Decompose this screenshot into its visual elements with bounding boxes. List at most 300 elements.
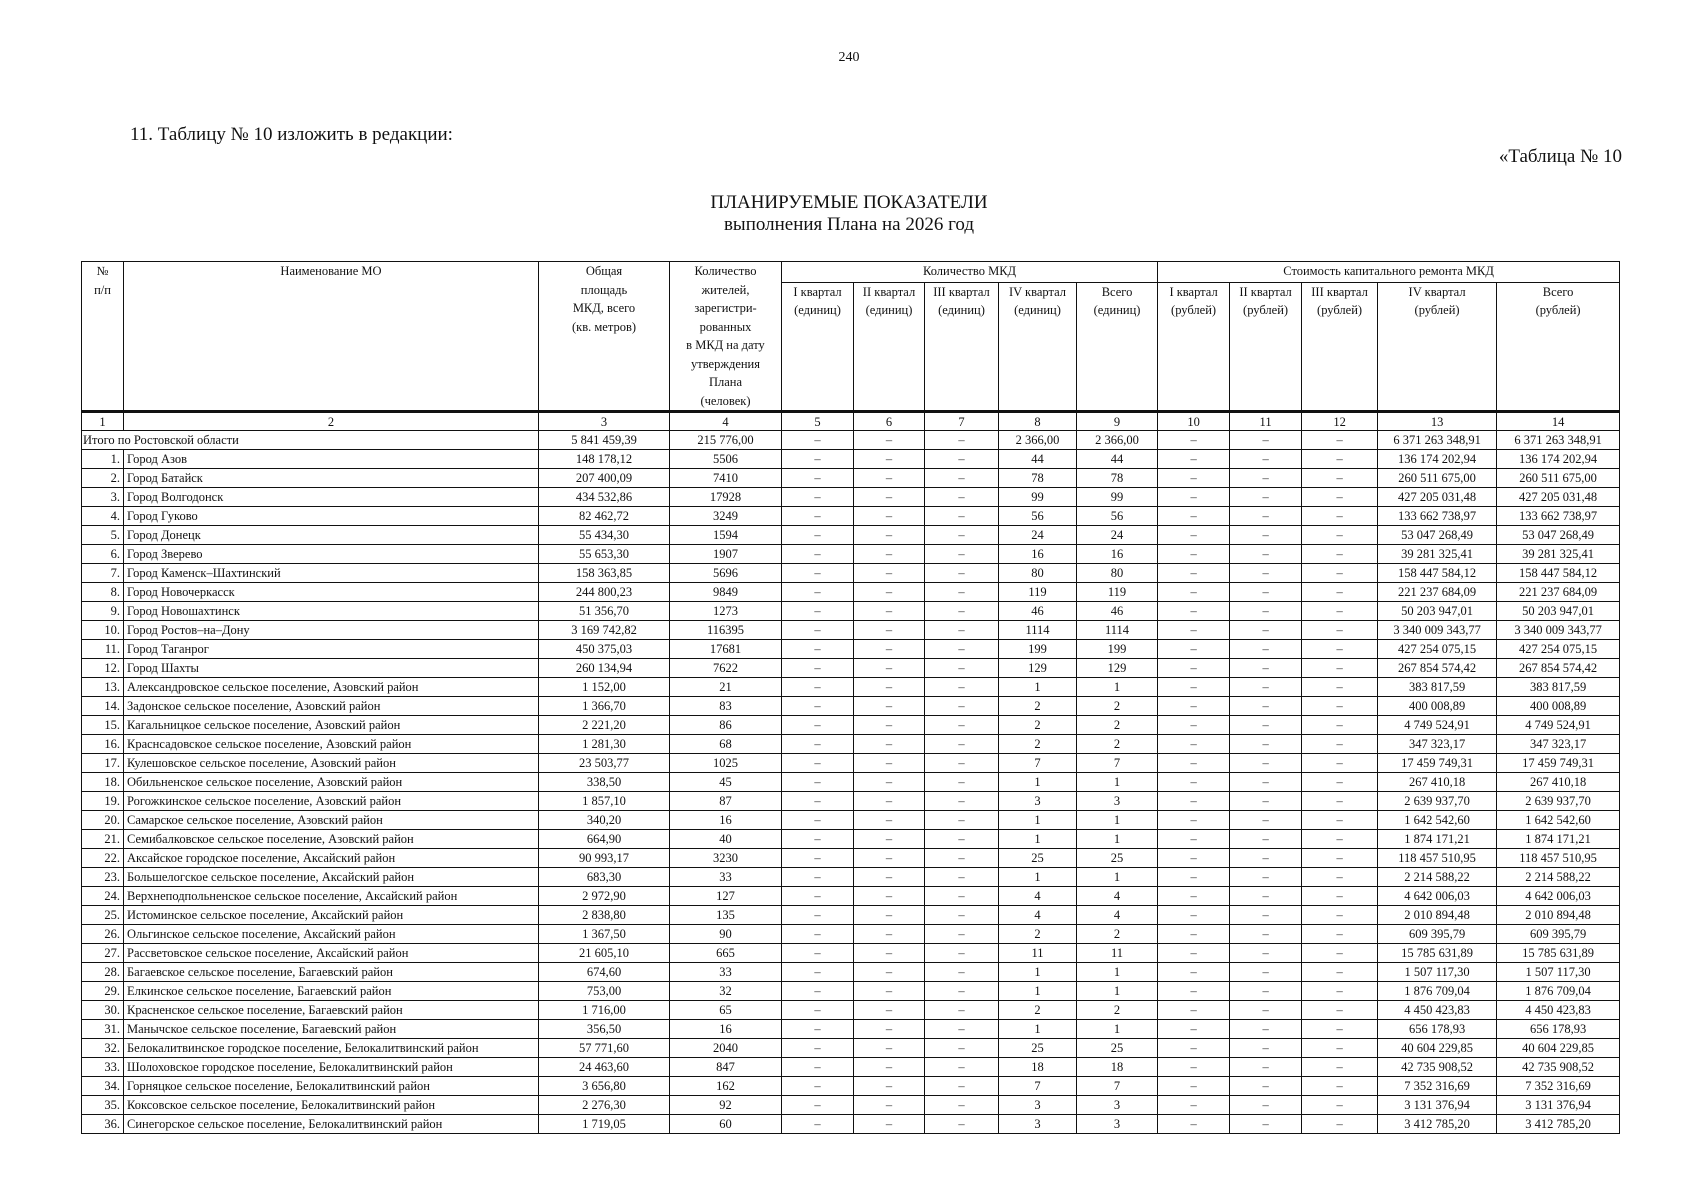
row-q4-rub: 118 457 510,95 bbox=[1378, 849, 1497, 868]
row-number: 17. bbox=[82, 754, 124, 773]
table-row bbox=[82, 1077, 1620, 1096]
row-q2-rub: – bbox=[1230, 450, 1302, 469]
row-number: 32. bbox=[82, 1039, 124, 1058]
row-q3-units: – bbox=[925, 849, 999, 868]
row-total-units: 11 bbox=[1077, 944, 1158, 963]
row-q1-units: – bbox=[782, 469, 854, 488]
row-q1-units: – bbox=[782, 545, 854, 564]
row-q3-rub: – bbox=[1302, 735, 1378, 754]
row-q4-units: 7 bbox=[999, 1077, 1077, 1096]
row-q4-units: 199 bbox=[999, 640, 1077, 659]
row-total-rub: 267 854 574,42 bbox=[1497, 659, 1620, 678]
row-q4-rub: 1 876 709,04 bbox=[1378, 982, 1497, 1001]
row-residents: 90 bbox=[670, 925, 782, 944]
row-q4-units: 1 bbox=[999, 1020, 1077, 1039]
row-area: 21 605,10 bbox=[539, 944, 670, 963]
table-body bbox=[82, 431, 1620, 1134]
row-q1-rub: – bbox=[1158, 849, 1230, 868]
row-q2-units: – bbox=[854, 868, 925, 887]
row-total-rub: 427 254 075,15 bbox=[1497, 640, 1620, 659]
row-q1-rub: – bbox=[1158, 1039, 1230, 1058]
row-residents: 665 bbox=[670, 944, 782, 963]
row-q1-rub: – bbox=[1158, 982, 1230, 1001]
row-q3-units: – bbox=[925, 754, 999, 773]
row-q4-units: 18 bbox=[999, 1058, 1077, 1077]
row-q4-rub: 50 203 947,01 bbox=[1378, 602, 1497, 621]
row-number: 12. bbox=[82, 659, 124, 678]
row-q1-units: – bbox=[782, 450, 854, 469]
row-total-units: 44 bbox=[1077, 450, 1158, 469]
row-q4-rub: 2 639 937,70 bbox=[1378, 792, 1497, 811]
row-area: 1 366,70 bbox=[539, 697, 670, 716]
row-q4-units: 4 bbox=[999, 887, 1077, 906]
row-total-units: 1 bbox=[1077, 963, 1158, 982]
table-row bbox=[82, 773, 1620, 792]
row-q4-rub: 4 749 524,91 bbox=[1378, 716, 1497, 735]
row-q1-rub: – bbox=[1158, 925, 1230, 944]
row-q3-rub: – bbox=[1302, 792, 1378, 811]
table-row bbox=[82, 906, 1620, 925]
row-q1-units: – bbox=[782, 1115, 854, 1134]
row-area: 1 716,00 bbox=[539, 1001, 670, 1020]
row-q1-rub: – bbox=[1158, 1096, 1230, 1115]
row-number: 33. bbox=[82, 1058, 124, 1077]
row-q4-units: 2 bbox=[999, 716, 1077, 735]
row-q1-units: – bbox=[782, 1077, 854, 1096]
row-q1-units: – bbox=[782, 507, 854, 526]
row-name: Город Ростов–на–Дону bbox=[124, 621, 539, 640]
row-q3-rub: – bbox=[1302, 1096, 1378, 1115]
table-row bbox=[82, 735, 1620, 754]
row-name: Город Азов bbox=[124, 450, 539, 469]
row-number: 6. bbox=[82, 545, 124, 564]
row-q4-rub: 133 662 738,97 bbox=[1378, 507, 1497, 526]
row-total-units: 3 bbox=[1077, 1096, 1158, 1115]
row-q1-rub: – bbox=[1158, 678, 1230, 697]
row-q4-rub: 40 604 229,85 bbox=[1378, 1039, 1497, 1058]
row-name: Город Батайск bbox=[124, 469, 539, 488]
row-q4-units: 7 bbox=[999, 754, 1077, 773]
row-total-units: 16 bbox=[1077, 545, 1158, 564]
column-number: 12 bbox=[1302, 412, 1378, 431]
table-row bbox=[82, 488, 1620, 507]
row-q2-units: – bbox=[854, 792, 925, 811]
row-q3-rub: – bbox=[1302, 640, 1378, 659]
total-q4-rub: 6 371 263 348,91 bbox=[1378, 431, 1497, 450]
row-q1-units: – bbox=[782, 830, 854, 849]
row-total-rub: 656 178,93 bbox=[1497, 1020, 1620, 1039]
row-q4-rub: 427 205 031,48 bbox=[1378, 488, 1497, 507]
row-residents: 16 bbox=[670, 811, 782, 830]
row-q4-rub: 383 817,59 bbox=[1378, 678, 1497, 697]
row-total-rub: 347 323,17 bbox=[1497, 735, 1620, 754]
row-q3-units: – bbox=[925, 621, 999, 640]
row-name: Кулешовское сельское поселение, Азовский район bbox=[124, 754, 539, 773]
table-row bbox=[82, 1020, 1620, 1039]
row-residents: 1594 bbox=[670, 526, 782, 545]
row-area: 207 400,09 bbox=[539, 469, 670, 488]
row-q4-units: 16 bbox=[999, 545, 1077, 564]
row-q2-units: – bbox=[854, 678, 925, 697]
row-total-units: 25 bbox=[1077, 1039, 1158, 1058]
header-text: Всего (рублей) bbox=[1535, 284, 1581, 318]
row-q1-units: – bbox=[782, 640, 854, 659]
row-q3-rub: – bbox=[1302, 545, 1378, 564]
column-number: 4 bbox=[670, 412, 782, 431]
row-q1-rub: – bbox=[1158, 1077, 1230, 1096]
row-q4-rub: 400 008,89 bbox=[1378, 697, 1497, 716]
title-block bbox=[0, 192, 1698, 236]
indicators-table bbox=[81, 261, 1620, 1134]
table-row bbox=[82, 678, 1620, 697]
header-q2-rub bbox=[1230, 282, 1302, 411]
row-q1-units: – bbox=[782, 773, 854, 792]
row-residents: 7622 bbox=[670, 659, 782, 678]
row-area: 148 178,12 bbox=[539, 450, 670, 469]
row-area: 356,50 bbox=[539, 1020, 670, 1039]
row-q3-rub: – bbox=[1302, 944, 1378, 963]
row-area: 55 653,30 bbox=[539, 545, 670, 564]
row-q3-rub: – bbox=[1302, 1077, 1378, 1096]
table-row bbox=[82, 1096, 1620, 1115]
row-q3-units: – bbox=[925, 944, 999, 963]
row-q2-units: – bbox=[854, 640, 925, 659]
row-q1-units: – bbox=[782, 925, 854, 944]
table-row bbox=[82, 507, 1620, 526]
table-row bbox=[82, 925, 1620, 944]
row-total-units: 18 bbox=[1077, 1058, 1158, 1077]
row-total-units: 199 bbox=[1077, 640, 1158, 659]
row-name: Рассветовское сельское поселение, Аксайский район bbox=[124, 944, 539, 963]
row-residents: 7410 bbox=[670, 469, 782, 488]
row-area: 2 972,90 bbox=[539, 887, 670, 906]
row-q1-units: – bbox=[782, 621, 854, 640]
row-q1-rub: – bbox=[1158, 735, 1230, 754]
row-q1-rub: – bbox=[1158, 450, 1230, 469]
row-name: Город Новочеркасск bbox=[124, 583, 539, 602]
header-q4-rub bbox=[1378, 282, 1497, 411]
row-number: 25. bbox=[82, 906, 124, 925]
row-q4-rub: 609 395,79 bbox=[1378, 925, 1497, 944]
table-row bbox=[82, 1039, 1620, 1058]
row-q4-rub: 42 735 908,52 bbox=[1378, 1058, 1497, 1077]
row-q1-units: – bbox=[782, 944, 854, 963]
row-q2-units: – bbox=[854, 545, 925, 564]
row-q3-rub: – bbox=[1302, 906, 1378, 925]
row-total-rub: 2 639 937,70 bbox=[1497, 792, 1620, 811]
row-total-rub: 1 876 709,04 bbox=[1497, 982, 1620, 1001]
row-area: 3 656,80 bbox=[539, 1077, 670, 1096]
row-q2-rub: – bbox=[1230, 982, 1302, 1001]
row-q3-rub: – bbox=[1302, 602, 1378, 621]
row-number: 2. bbox=[82, 469, 124, 488]
table-row bbox=[82, 792, 1620, 811]
row-q4-rub: 656 178,93 bbox=[1378, 1020, 1497, 1039]
row-number: 14. bbox=[82, 697, 124, 716]
row-total-units: 24 bbox=[1077, 526, 1158, 545]
column-number: 7 bbox=[925, 412, 999, 431]
row-name: Город Таганрог bbox=[124, 640, 539, 659]
row-q3-units: – bbox=[925, 1058, 999, 1077]
row-q2-rub: – bbox=[1230, 564, 1302, 583]
row-q1-rub: – bbox=[1158, 602, 1230, 621]
row-q4-units: 99 bbox=[999, 488, 1077, 507]
row-q3-units: – bbox=[925, 545, 999, 564]
row-total-units: 119 bbox=[1077, 583, 1158, 602]
row-q1-rub: – bbox=[1158, 659, 1230, 678]
row-q4-rub: 267 854 574,42 bbox=[1378, 659, 1497, 678]
row-q2-units: – bbox=[854, 1077, 925, 1096]
row-q1-units: – bbox=[782, 735, 854, 754]
row-total-rub: 1 874 171,21 bbox=[1497, 830, 1620, 849]
row-q4-units: 25 bbox=[999, 849, 1077, 868]
row-number: 31. bbox=[82, 1020, 124, 1039]
row-q3-units: – bbox=[925, 640, 999, 659]
row-q3-units: – bbox=[925, 488, 999, 507]
row-name: Обильненское сельское поселение, Азовский район bbox=[124, 773, 539, 792]
row-q1-rub: – bbox=[1158, 1058, 1230, 1077]
table-reference: «Таблица № 10 bbox=[1498, 146, 1622, 167]
row-residents: 127 bbox=[670, 887, 782, 906]
row-q2-units: – bbox=[854, 1039, 925, 1058]
row-q2-rub: – bbox=[1230, 583, 1302, 602]
row-q1-units: – bbox=[782, 697, 854, 716]
row-q3-units: – bbox=[925, 507, 999, 526]
row-q2-rub: – bbox=[1230, 659, 1302, 678]
row-name: Горняцкое сельское поселение, Белокалитвинский район bbox=[124, 1077, 539, 1096]
row-q1-rub: – bbox=[1158, 507, 1230, 526]
row-total-rub: 2 214 588,22 bbox=[1497, 868, 1620, 887]
row-q2-units: – bbox=[854, 1020, 925, 1039]
row-area: 260 134,94 bbox=[539, 659, 670, 678]
header-group-cost bbox=[1158, 262, 1620, 283]
row-q3-units: – bbox=[925, 716, 999, 735]
row-total-rub: 4 749 524,91 bbox=[1497, 716, 1620, 735]
row-number: 9. bbox=[82, 602, 124, 621]
table-row bbox=[82, 1058, 1620, 1077]
total-q4-units: 2 366,00 bbox=[999, 431, 1077, 450]
row-q2-units: – bbox=[854, 849, 925, 868]
row-q1-units: – bbox=[782, 906, 854, 925]
row-residents: 162 bbox=[670, 1077, 782, 1096]
row-total-units: 99 bbox=[1077, 488, 1158, 507]
row-q2-units: – bbox=[854, 507, 925, 526]
row-q4-units: 2 bbox=[999, 925, 1077, 944]
table-row bbox=[82, 564, 1620, 583]
row-total-units: 56 bbox=[1077, 507, 1158, 526]
row-residents: 17681 bbox=[670, 640, 782, 659]
row-q3-rub: – bbox=[1302, 507, 1378, 526]
row-name: Город Донецк bbox=[124, 526, 539, 545]
row-q1-rub: – bbox=[1158, 868, 1230, 887]
total-total-units: 2 366,00 bbox=[1077, 431, 1158, 450]
table-row bbox=[82, 621, 1620, 640]
row-total-rub: 136 174 202,94 bbox=[1497, 450, 1620, 469]
row-total-rub: 3 131 376,94 bbox=[1497, 1096, 1620, 1115]
row-q2-units: – bbox=[854, 735, 925, 754]
row-q3-units: – bbox=[925, 830, 999, 849]
row-q4-units: 129 bbox=[999, 659, 1077, 678]
row-residents: 2040 bbox=[670, 1039, 782, 1058]
row-q1-units: – bbox=[782, 1001, 854, 1020]
row-residents: 1907 bbox=[670, 545, 782, 564]
row-q1-rub: – bbox=[1158, 564, 1230, 583]
row-total-rub: 42 735 908,52 bbox=[1497, 1058, 1620, 1077]
row-area: 2 276,30 bbox=[539, 1096, 670, 1115]
row-q2-rub: – bbox=[1230, 925, 1302, 944]
row-q3-rub: – bbox=[1302, 754, 1378, 773]
row-q2-rub: – bbox=[1230, 963, 1302, 982]
row-q2-rub: – bbox=[1230, 944, 1302, 963]
row-total-rub: 53 047 268,49 bbox=[1497, 526, 1620, 545]
row-q3-units: – bbox=[925, 963, 999, 982]
table-row bbox=[82, 982, 1620, 1001]
row-q4-rub: 347 323,17 bbox=[1378, 735, 1497, 754]
row-residents: 32 bbox=[670, 982, 782, 1001]
row-area: 158 363,85 bbox=[539, 564, 670, 583]
row-q4-units: 119 bbox=[999, 583, 1077, 602]
row-q1-rub: – bbox=[1158, 754, 1230, 773]
row-q4-rub: 3 131 376,94 bbox=[1378, 1096, 1497, 1115]
row-total-units: 1 bbox=[1077, 830, 1158, 849]
row-q1-rub: – bbox=[1158, 697, 1230, 716]
row-area: 90 993,17 bbox=[539, 849, 670, 868]
row-q3-units: – bbox=[925, 925, 999, 944]
table-row bbox=[82, 944, 1620, 963]
row-q3-units: – bbox=[925, 792, 999, 811]
row-q4-rub: 4 450 423,83 bbox=[1378, 1001, 1497, 1020]
table-row bbox=[82, 754, 1620, 773]
row-residents: 87 bbox=[670, 792, 782, 811]
row-total-units: 1 bbox=[1077, 868, 1158, 887]
row-residents: 5506 bbox=[670, 450, 782, 469]
header-text: Всего (единиц) bbox=[1093, 284, 1141, 318]
row-q2-rub: – bbox=[1230, 906, 1302, 925]
row-total-units: 1 bbox=[1077, 773, 1158, 792]
table-row bbox=[82, 450, 1620, 469]
row-q3-rub: – bbox=[1302, 925, 1378, 944]
row-number: 7. bbox=[82, 564, 124, 583]
row-q4-rub: 427 254 075,15 bbox=[1378, 640, 1497, 659]
row-q1-units: – bbox=[782, 716, 854, 735]
row-total-units: 7 bbox=[1077, 754, 1158, 773]
table-row bbox=[82, 659, 1620, 678]
row-area: 683,30 bbox=[539, 868, 670, 887]
row-q3-rub: – bbox=[1302, 887, 1378, 906]
row-number: 10. bbox=[82, 621, 124, 640]
header-text: II квартал (рублей) bbox=[1239, 284, 1292, 318]
row-total-units: 1 bbox=[1077, 982, 1158, 1001]
row-total-units: 46 bbox=[1077, 602, 1158, 621]
row-q4-units: 1 bbox=[999, 868, 1077, 887]
row-q2-units: – bbox=[854, 1096, 925, 1115]
row-number: 27. bbox=[82, 944, 124, 963]
row-q4-units: 3 bbox=[999, 792, 1077, 811]
row-q3-rub: – bbox=[1302, 621, 1378, 640]
row-area: 2 221,20 bbox=[539, 716, 670, 735]
row-q2-rub: – bbox=[1230, 792, 1302, 811]
total-q2-units: – bbox=[854, 431, 925, 450]
row-q3-units: – bbox=[925, 1020, 999, 1039]
row-total-rub: 50 203 947,01 bbox=[1497, 602, 1620, 621]
row-q1-units: – bbox=[782, 754, 854, 773]
row-q3-rub: – bbox=[1302, 1115, 1378, 1134]
row-q1-units: – bbox=[782, 583, 854, 602]
row-name: Задонское сельское поселение, Азовский район bbox=[124, 697, 539, 716]
header-text: Наименование МО bbox=[280, 264, 382, 278]
row-q3-rub: – bbox=[1302, 678, 1378, 697]
row-q1-rub: – bbox=[1158, 906, 1230, 925]
row-residents: 16 bbox=[670, 1020, 782, 1039]
total-q2-rub: – bbox=[1230, 431, 1302, 450]
row-total-units: 2 bbox=[1077, 697, 1158, 716]
column-number: 5 bbox=[782, 412, 854, 431]
row-q2-units: – bbox=[854, 830, 925, 849]
row-q2-units: – bbox=[854, 469, 925, 488]
row-total-rub: 400 008,89 bbox=[1497, 697, 1620, 716]
row-q2-rub: – bbox=[1230, 887, 1302, 906]
row-name: Красненское сельское поселение, Багаевский район bbox=[124, 1001, 539, 1020]
row-q4-rub: 39 281 325,41 bbox=[1378, 545, 1497, 564]
column-number: 13 bbox=[1378, 412, 1497, 431]
row-name: Верхнеподпольненское сельское поселение, Аксайский район bbox=[124, 887, 539, 906]
row-name: Большелогское сельское поселение, Аксайский район bbox=[124, 868, 539, 887]
row-number: 21. bbox=[82, 830, 124, 849]
row-q4-rub: 2 010 894,48 bbox=[1378, 906, 1497, 925]
row-q4-units: 44 bbox=[999, 450, 1077, 469]
table-row bbox=[82, 716, 1620, 735]
row-q3-units: – bbox=[925, 1115, 999, 1134]
row-q3-rub: – bbox=[1302, 1058, 1378, 1077]
row-q4-rub: 267 410,18 bbox=[1378, 773, 1497, 792]
row-total-rub: 3 412 785,20 bbox=[1497, 1115, 1620, 1134]
total-q1-rub: – bbox=[1158, 431, 1230, 450]
row-area: 244 800,23 bbox=[539, 583, 670, 602]
row-total-rub: 158 447 584,12 bbox=[1497, 564, 1620, 583]
row-q3-rub: – bbox=[1302, 488, 1378, 507]
row-q3-units: – bbox=[925, 469, 999, 488]
table-row bbox=[82, 1001, 1620, 1020]
row-q1-rub: – bbox=[1158, 640, 1230, 659]
table-row bbox=[82, 1115, 1620, 1134]
row-q1-units: – bbox=[782, 526, 854, 545]
row-name: Город Зверево bbox=[124, 545, 539, 564]
row-name: Багаевское сельское поселение, Багаевский район bbox=[124, 963, 539, 982]
row-q2-units: – bbox=[854, 811, 925, 830]
total-total-rub: 6 371 263 348,91 bbox=[1497, 431, 1620, 450]
row-total-units: 1114 bbox=[1077, 621, 1158, 640]
row-q1-rub: – bbox=[1158, 773, 1230, 792]
row-q3-rub: – bbox=[1302, 469, 1378, 488]
row-q4-rub: 4 642 006,03 bbox=[1378, 887, 1497, 906]
header-text: IV квартал (рублей) bbox=[1408, 284, 1466, 318]
row-residents: 21 bbox=[670, 678, 782, 697]
row-name: Кагальницкое сельское поселение, Азовский район bbox=[124, 716, 539, 735]
row-name: Манычское сельское поселение, Багаевский район bbox=[124, 1020, 539, 1039]
row-q2-rub: – bbox=[1230, 469, 1302, 488]
row-total-rub: 118 457 510,95 bbox=[1497, 849, 1620, 868]
table-row bbox=[82, 697, 1620, 716]
row-q3-units: – bbox=[925, 1077, 999, 1096]
table-row bbox=[82, 640, 1620, 659]
header-residents bbox=[670, 262, 782, 412]
total-q3-units: – bbox=[925, 431, 999, 450]
header-text: I квартал (рублей) bbox=[1169, 284, 1218, 318]
row-q4-units: 1 bbox=[999, 963, 1077, 982]
row-total-rub: 133 662 738,97 bbox=[1497, 507, 1620, 526]
header-total-units bbox=[1077, 282, 1158, 411]
row-q3-rub: – bbox=[1302, 1001, 1378, 1020]
